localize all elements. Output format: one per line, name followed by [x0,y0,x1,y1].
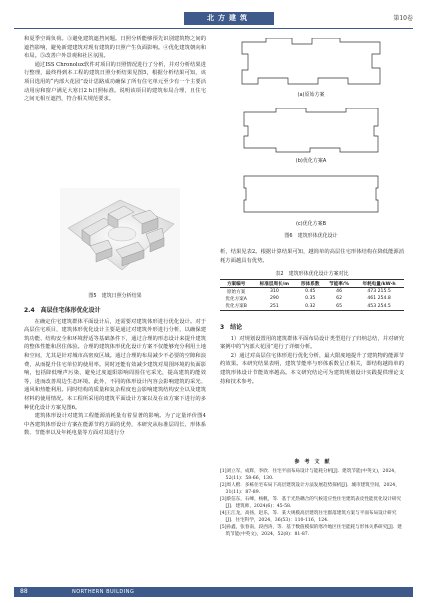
table-cell: 251 [269,303,279,309]
table-cell: 290 [269,296,279,302]
figure-6-panel-b [236,108,386,154]
reference-item: [1]刘立军，成辉，李欣．住宅平面布局设计与能耗分析[J]．建筑节能(中英文)，2024，52(11)：58-66，130. [220,469,399,481]
table-header-cell: 形体系数 [301,281,320,287]
section-3-title: 3 结论 [220,324,243,331]
left-column-top [24,35,206,104]
conclusion-section [220,324,404,386]
table-header-cell: 方案编号 [226,281,246,287]
left-para-2: 通过ISS Chronolux软件对项目的日照情况进行了分析，并对分析结果进行整理，最终得到本工程的建筑日照分析结果见图5，根据分析结果可知，该项目选用的“内部大花园”设计思路成功确保了所有住宅单元至少有一个主要活动用房和窗户满足大寒日2 h日照标准。说明该项目的建筑布局合理，且住宅之间无相互遮挡，符合相关规范要求。 [24,61,206,103]
figure-6-panel-a [236,38,386,88]
reference-item: [4]王江龙，高扬，赵乐，等．某大规模高层建筑住宅群落建筑方案与平面布局设计研究[J]．住宅科学，2024，36(53)：110-116，124. [220,511,397,523]
table-cell: 473 215.5 [367,289,391,295]
left-para-3: 在确定住宅建筑群体平面设计后，还需要对建筑体形进行优化设计。对于高层住宅项目，建筑体形优化设计主要是通过对建筑外形进行分析，以确保建筑功能、结构安全和环境舒适等基础条件下，通过合理的形态设计来提升建筑的整体性能和居住体验。合理的建筑体形优化设计方案不仅能够充分利用土地和空间，尤其是针对城市高密度区域。通过合理的布局减少不必要的空隙和浪费，从而提升住宅单位的使用率。同时还能有效减少建筑对周围环境的负面影响，包括降低噪声污染、避免过度遮阳影响周围住宅采光，提高建筑的能效等，进而改善周边生态环境。此外，不同的体形设计内容会影响建筑的采光、通风和热能利用。同时结构的质量和复杂程度也会影响建筑结构安全以及建筑材料的使用情况。本工程所采用的建筑平面设计方案以及在该方案下进行的多种优化设计方案见图6。 [24,318,206,411]
table-row [220,295,404,302]
left-para-1: 和夏季空调负荷。③避免建筑遮挡问题。日照分析能够预先识别建筑物之间的遮挡影响，避免新建建筑对现有建筑的日照产生负面影响。④优化建筑朝向和布局。⑤改善户外景观和社区氛围。 [24,36,206,60]
table-cell: 优化方案A [225,296,247,302]
table-header-cell: 节能率/% [329,281,350,287]
figure-6-label-c: (c)优化方案B [295,221,327,227]
conclusion-para-1: 1）对规划设置用的建筑群体平面布局设计类型进行了归纳总结，并对研究案例中的“内部大花园”进行了详细分析。 [220,335,404,351]
figure-6-caption: 图6 建筑形体优化设计 [284,233,338,239]
references-list [220,468,404,538]
table-2-title: 表2 建筑形体优化设计方案对比 [275,271,349,277]
header-rule [14,28,413,29]
table-row [220,303,404,311]
table-cell: 0.32 [305,303,316,309]
table-cell: 65 [336,303,343,309]
conclusion-para-2: 2）通过对高层住宅体形进行优化分析，最大限度地提升了建筑物的能源节约效果。本研究结果表明，建筑节能率与形体系数呈正相关，即结构越简单的建筑形体设计节能效率越高。本文研究结论可为建筑规划设计实践提供理论支持和技术参考。 [220,352,404,385]
figure-6-label-b: (b)优化方案A [295,158,327,164]
table-header-cell: 标准层周长/m [259,281,290,287]
table-cell: 62 [336,296,343,302]
right-para-5 [220,248,404,265]
journal-name-footer: NORTHERN BUILDING [72,589,135,595]
figure-6-label-a: (a)原始方案 [297,92,325,98]
page-number: 88 [20,588,28,595]
references-title: 参 考 文 献 [294,459,330,465]
reference-item: [2]周人楷．多栋住宅布局下高层建筑设计方法发展趋势探析[J]．城市建筑空间，2024，31(11)：87-89. [220,483,400,495]
reference-item: [3]蔡信东，石峰，杨帆，等．基于光热耦合的气候适应性住宅建筑表皮性能优化设计研究[J]．建筑师，2024(6)：45-58. [220,497,402,509]
left-column-bottom [24,307,206,438]
table-cell: 0.45 [305,289,316,295]
figure-6-panel-c [236,172,386,216]
table-row [220,288,404,296]
table-cell: 优化方案B [225,304,247,310]
journal-header-band: 北方建筑 [184,12,274,25]
issue-label: 第10卷 [393,15,413,22]
left-para-4: 建筑体形设计对建筑工程能源消耗量有着显著的影响。为了定量评价图4中各建筑体形设计方案在能源节约方面的优势，本研究从标准层周长、形体系数、节能率以及年耗电量等方面对其进行分 [24,413,206,437]
reference-item: [5]孙鑫，张春南，段西涛，等．基于数值模拟的寒冷地区住宅能耗与形体关系研究[J]．建筑节能(中英文)，2024，52(8)：81-87. [220,525,402,537]
figure-5-image [60,188,180,280]
table-header-row [220,280,404,288]
table-cell: 461 254.8 [367,296,391,302]
section-2-4-title: 2.4 高层住宅体形优化设计 [24,307,101,314]
right-para-5-text: 析，结果见表2。根据计算结果可知，越简单的高层住宅形体结构在降低能源消耗方面越具有优势。 [220,249,404,264]
table-header-cell: 年耗电量/kW·h [362,281,396,287]
table-2 [220,279,404,311]
table-2-grid [220,279,404,311]
table-cell: 46 [336,289,343,295]
figure-5-caption: 图5 建筑日照分析结果 [88,293,142,299]
table-cell: 453 254.5 [367,303,391,309]
table-cell: 原始方案 [226,289,246,295]
table-cell: 310 [269,289,279,295]
table-cell: 0.35 [305,296,316,302]
